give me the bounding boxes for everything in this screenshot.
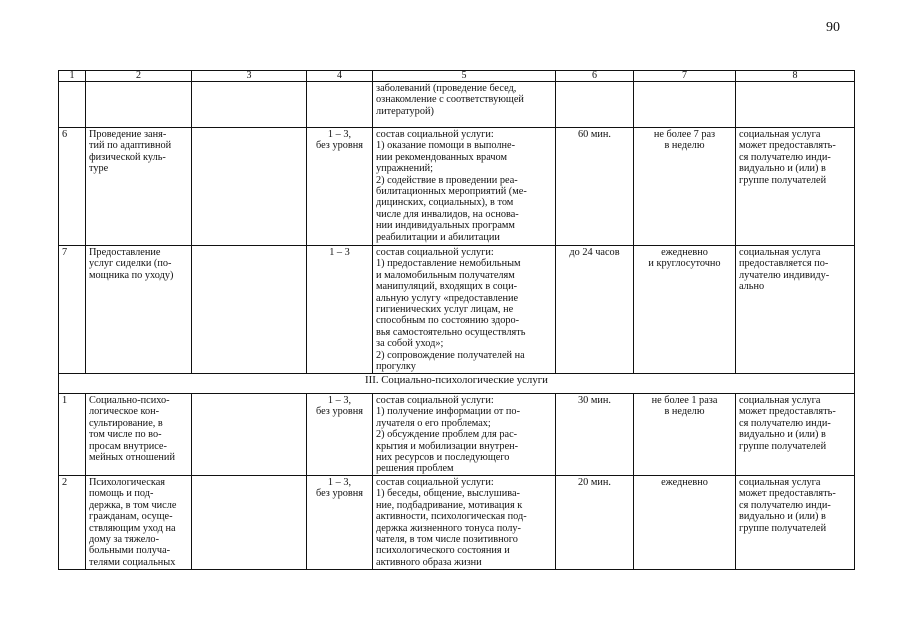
recipients-cell: 1 – 3: [329, 247, 350, 258]
frequency-cell: ежедневно: [661, 477, 708, 488]
table-row: [59, 476, 855, 570]
time-cell: до 24 часов: [569, 247, 620, 258]
frequency-cell: ежедневно и круглосуточно: [648, 247, 721, 270]
composition-cell: заболеваний (проведение бесед, ознакомление с соответствующей литературой): [376, 83, 524, 117]
column-number: 4: [307, 71, 373, 82]
services-table: [58, 70, 855, 570]
composition-cell: состав социальной услуги: 1) оказание помощи в выполне- нии рекомендованных врачом упражнений; 2) содействие в проведении реа- билитационных мероприятий (ме- дицинских, социальных), в том числе для инвалидов, на основа- нии индивидуальных программ реабилитации и абилитации: [376, 129, 527, 243]
service-name-cell: Социально-психо- логическое кон- сультирование, в том числе по во- просам внутрисе- мейных отношений: [89, 395, 175, 464]
column-number: 3: [192, 71, 307, 82]
service-name-cell: Психологическая помощь и под- держка, в том числе гражданам, осуще- ствляющим уход на дому за тяжело- больными получа- телями социальных: [89, 477, 177, 568]
row-number: 1: [59, 394, 86, 476]
composition-cell: состав социальной услуги: 1) беседы, общение, выслушива- ние, подбадривание, мотивация к активности, психологическая под- держка жизненного тонуса полу- чателя, в том числе позитивного психологического состояния и активного образа жизни: [376, 477, 527, 568]
conditions-cell: социальная услуга может предоставлять- ся получателю инди- видуально и (или) в группе получателей: [739, 395, 836, 452]
column-number: 6: [556, 71, 634, 82]
service-name-cell: Проведение заня- тий по адаптивной физической куль- туре: [89, 129, 172, 175]
page-number: 90: [826, 20, 840, 35]
column-number: 7: [634, 71, 736, 82]
composition-cell: состав социальной услуги: 1) получение информации от по- лучателя о его проблемах; 2) обсуждение проблем для рас- крытия и мобилизации внутрен- них ресурсов и последующего решения проблем: [376, 395, 521, 475]
conditions-cell: социальная услуга предоставляется по- лучателю индивиду- ально: [739, 247, 830, 293]
frequency-cell: не более 1 раза в неделю: [651, 395, 718, 418]
table-row: [59, 128, 855, 246]
row-number: 2: [59, 476, 86, 570]
time-cell: 30 мин.: [578, 395, 611, 406]
table-row: [59, 394, 855, 476]
recipients-cell: 1 – 3, без уровня: [316, 477, 363, 500]
time-cell: 60 мин.: [578, 129, 611, 140]
column-number: 8: [736, 71, 855, 82]
composition-cell: состав социальной услуги: 1) предоставление немобильным и маломобильным получателям манипуляций, входящих в соци- альную услугу «предоставление гигиенических услуг лицам, не способным по состоянию здоро- вья самостоятельно осуществлять за собой уход»; 2) сопровождение получателей на прогулку: [376, 247, 526, 373]
service-name-cell: Предоставление услуг сиделки (по- мощника по уходу): [89, 247, 174, 281]
conditions-cell: социальная услуга может предоставлять- ся получателю инди- видуально и (или) в группе получателей: [739, 477, 836, 534]
column-number-row: [59, 71, 855, 82]
continuation-row: [59, 82, 855, 128]
recipients-cell: 1 – 3, без уровня: [316, 395, 363, 418]
section-header-row: [59, 374, 855, 394]
table-row: [59, 246, 855, 374]
time-cell: 20 мин.: [578, 477, 611, 488]
conditions-cell: социальная услуга может предоставлять- ся получателю инди- видуально и (или) в группе получателей: [739, 129, 836, 186]
section-title: III. Социально-психологические услуги: [59, 374, 855, 394]
column-number: 5: [373, 71, 556, 82]
column-number: 2: [86, 71, 192, 82]
column-number: 1: [59, 71, 86, 82]
row-number: 6: [59, 128, 86, 246]
row-number: 7: [59, 246, 86, 374]
frequency-cell: не более 7 раз в неделю: [653, 129, 716, 152]
recipients-cell: 1 – 3, без уровня: [316, 129, 363, 152]
